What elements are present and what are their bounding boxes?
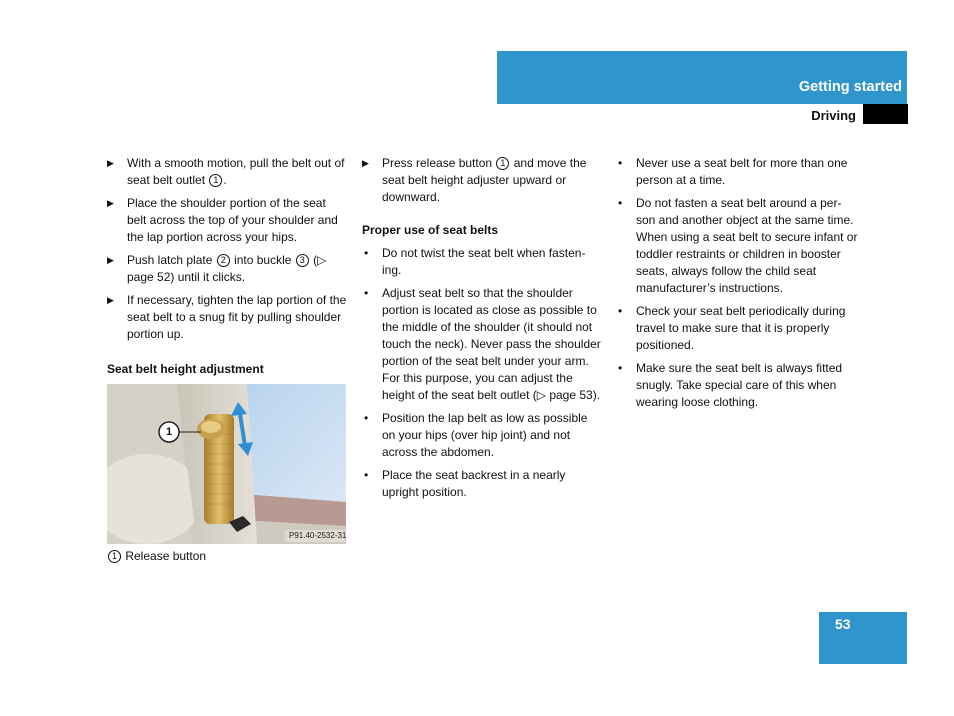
column-3 <box>616 155 858 417</box>
seat-belt-figure <box>107 384 346 544</box>
bullet-icon: • <box>364 286 369 300</box>
figure-callout-label: 1 <box>165 426 173 438</box>
callout-number: 1 <box>209 174 222 187</box>
page-number: 53 <box>835 616 851 632</box>
bullet-item: • Never use a seat belt for more than one person at a time. <box>618 156 848 187</box>
section-title: Getting started <box>798 79 902 95</box>
bullet-icon: • <box>618 304 623 318</box>
step-marker-icon: ▶ <box>107 198 114 208</box>
step-item: ▶ Place the shoulder portion of the seat belt across the top of your shoulder and the lap portion across your hips. <box>107 196 338 244</box>
bullet-icon: • <box>618 196 623 210</box>
bullet-icon: • <box>364 246 369 260</box>
bullet-item: • Check your seat belt periodically during travel to make sure that it is properly positioned. <box>618 304 846 352</box>
bullet-icon: • <box>364 411 369 425</box>
callout-number: 1 <box>496 157 509 170</box>
heading-height-adjustment: Seat belt height adjustment <box>107 362 264 376</box>
step-marker-icon: ▶ <box>107 255 114 265</box>
callout-number: 1 <box>108 550 121 563</box>
step-marker-icon: ▶ <box>362 158 369 168</box>
step-marker-icon: ▶ <box>107 158 114 168</box>
subsection-title: Driving <box>811 108 856 123</box>
page-number-box <box>819 612 907 664</box>
callout-number: 3 <box>296 254 309 267</box>
header-bar <box>497 51 907 104</box>
bullet-item: • Do not fasten a seat belt around a per-son and another object at the same time. When using a seat belt to secure infant or toddler restraints or children in booster seats, always follow the child seat manufacturer’s instructions. <box>618 196 858 295</box>
step-item: ▶ Push latch plate 2 into buckle 3 (▷ page 52) until it clicks. <box>107 253 327 284</box>
step-item: ▶ Press release button 1 and move the seat belt height adjuster upward or downward. <box>362 156 587 204</box>
figure-code: P91.40-2532-31 <box>289 531 346 540</box>
bullet-icon: • <box>364 468 369 482</box>
heading-proper-use: Proper use of seat belts <box>362 223 499 237</box>
bullet-item: • Position the lap belt as low as possible on your hips (over hip joint) and not across the abdomen. <box>364 411 588 459</box>
step-marker-icon: ▶ <box>107 295 114 305</box>
column-2 <box>362 155 604 507</box>
step-item: ▶ If necessary, tighten the lap portion of the seat belt to a snug fit by pulling shoulder portion up. <box>107 293 347 341</box>
step-item: ▶ With a smooth motion, pull the belt out of seat belt outlet 1 . <box>107 156 345 187</box>
callout-number: 2 <box>217 254 230 267</box>
figure-caption: 1 Release button <box>107 548 206 565</box>
column-1 <box>107 155 347 384</box>
section-tab-marker <box>863 104 908 124</box>
bullet-icon: • <box>618 361 623 375</box>
bullet-icon: • <box>618 156 623 170</box>
bullet-item: • Make sure the seat belt is always fitted snugly. Take special care of this when wearing loose clothing. <box>618 361 843 409</box>
bullet-item: • Place the seat backrest in a nearly upright position. <box>364 468 566 499</box>
bullet-item: • Adjust seat belt so that the shoulder portion is located as close as possible to the middle of the shoulder (it should not touch the neck). Never pass the shoulder portion of the seat belt under your arm. For this purpose, you can adjust the height of the seat belt outlet (▷ page 53). <box>364 286 601 402</box>
bullet-item: • Do not twist the seat belt when fasten-ing. <box>364 246 586 277</box>
